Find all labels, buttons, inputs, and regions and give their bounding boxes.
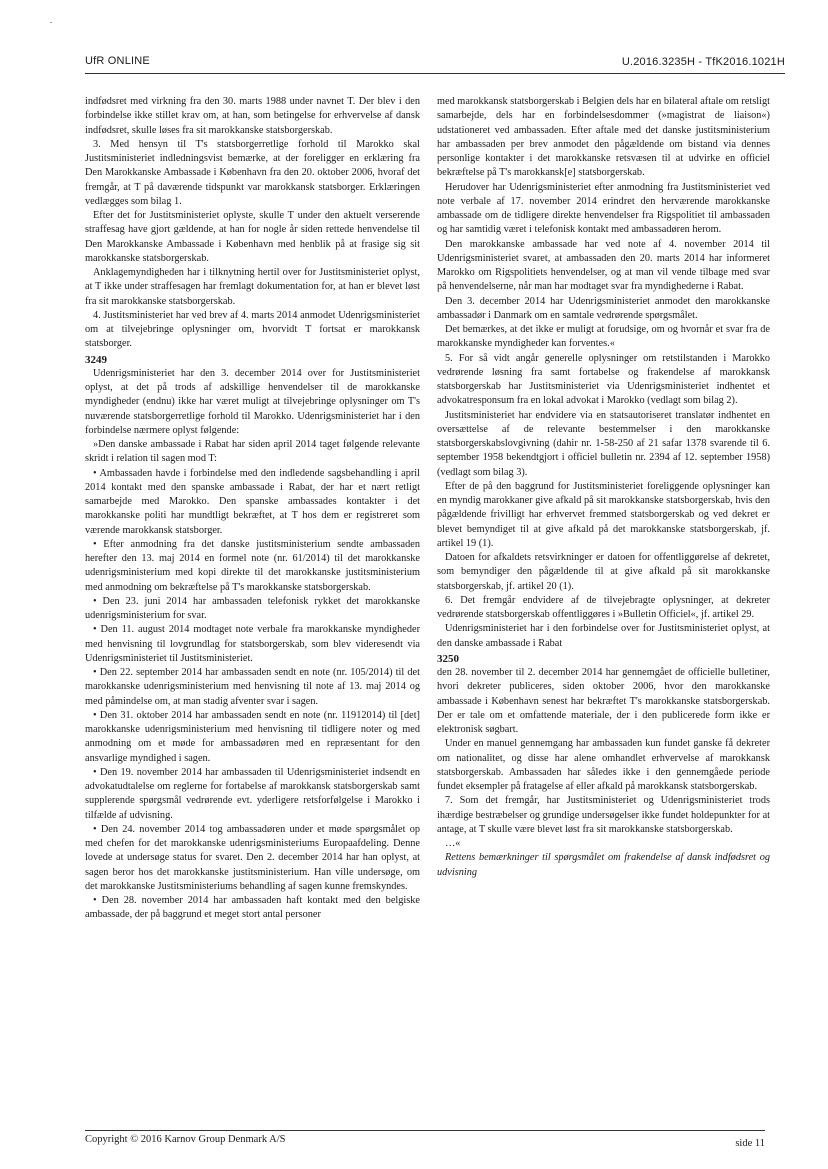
copyright-notice: Copyright © 2016 Karnov Group Denmark A/S [85,1134,286,1145]
paragraph: indfødsret med virkning fra den 30. marts 1988 under navnet T. Der blev i den forbindelse ikke stillet krav om, at han, som betingelse for erhvervelse af dansk indfødsret, skulle løses fra sit marokkanske statsborgerskab. [85,96,420,136]
paragraph: Den marokkanske ambassade har ved note af 4. november 2014 til Udenrigsministeriet svaret, at ambassaden den 20. marts 2014 har informeret Marokko om Rigspolitiets henvendelser, og at man vil vende tilbage med svar på henvendelserne, når man har modtaget svar fra myndighederne i Rabat. [437,238,770,293]
paragraph: Det bemærkes, at det ikke er muligt at forudsige, om og hvornår et svar fra de marokkanske myndigheder kan forventes.« [437,324,770,350]
brand-name: UfR ONLINE [85,55,150,67]
paragraph: • Den 28. november 2014 har ambassaden haft kontakt med den belgiske ambassade, der på baggrund et meget stort antal personer [85,895,420,921]
paragraph: Efter det for Justitsministeriet oplyste, skulle T under den aktuelt verserende straffesag have gjort gældende, at han for nogle år siden rettede henvendelse til Den Marokkanske Ambassade i København med henblik på at frasige sig sit marokkanske statsborgerskab. [85,210,420,264]
paragraph: med marokkansk statsborgerskab i Belgien dels har en bilateral aftale om retsligt samarbejde, dels har en forbindelsesdommer (»magistrat de liaison«) udstationeret ved ambassaden. Efter aftale med det danske justitsministerium har ambassaden per brev anmodet den pågældende om bistand via dennes personlige kontakter i det marokkanske retsvæsen til at udvirke en officiel bekræftelse på T's marokkansk[e] statsborgerskab. [437,96,770,179]
paragraph: den 28. november til 2. december 2014 har gennemgået de officielle bulletiner, hvori dekreter publiceres, siden oktober 2006, hvor den marokkanske ambassade i København senest har bekræftet T's marokkanske statsborgerskab. Der er tale om et omfattende materiale, der i den publicerede form ikke er elektronisk søgbart. [437,667,770,735]
paragraph: 3. Med hensyn til T's statsborgerretlige forhold til Marokko skal Justitsministeriet indledningsvist bemærke, at der foreligger en erklæring fra Den Marokkanske Ambassade i København fra den 20. oktober 2006, hvoraf det fremgår, at T på daværende tidspunkt var marokkansk statsborger. Erklæringen vedlægges som bilag 1. [85,138,420,207]
page-header [85,55,785,74]
right-column [437,95,770,880]
paragraph: Udenrigsministeriet har i den forbindelse over for Justitsministeriet oplyst, at den danske ambassade i Rabat [437,623,770,649]
paragraph: Efter de på den baggrund for Justitsministeriet foreliggende oplysninger kan en myndig marokkaner give afkald på sit marokkanske statsborgerskab, hvis den pågældende frivilligt har erhvervet fremmed statsborgerskab og ved dekret er blevet bemyndiget til at give afkald på det marokkanske statsborgerskab, jf. artikel 19 (1). [437,480,770,549]
paragraph: 5. For så vidt angår generelle oplysninger om retstilstanden i Marokko vedrørende løsning fra samt fortabelse og frakendelse af marokkansk statsborgerskab har Justitsministeriet via Udenrigsministeriet indhentet et advokatresponsum fra en lokal advokat i Marokko (vedlagt som bilag 2). [437,352,770,407]
paragraph: …« [445,838,461,849]
subheading: Rettens bemærkninger til spørgsmålet om frakendelse af dansk indfødsret og udvisning [437,852,770,878]
paragraph: Justitsministeriet har endvidere via en statsautoriseret translatør indhentet en oversættelse af de relevante bestemmelser i den marokkanske statsborgerskabslovgivning (dahir nr. 1-58-250 af 21 safar 1378 svarende til 6. september 1958 bekendtgjort i officiel bulletin nr. 2394 af 12. september 1958) (vedlagt som bilag 3). [437,409,770,478]
paragraph: 6. Det fremgår endvidere af de tilvejebragte oplysninger, at dekreter vedrørende statsborgerskab offentliggøres i »Bulletin Officiel«, jf. artikel 29. [437,594,770,620]
paragraph: »Den danske ambassade i Rabat har siden april 2014 taget følgende relevante skridt i relation til sagen mod T: [85,439,420,465]
paragraph: • Den 22. september 2014 har ambassaden sendt en note (nr. 105/2014) til det marokkanske udenrigsministerium med henvisning til note af 13. maj 2014 og med påmindelse om, at man stadig afventer svar i sagen. [85,667,420,707]
paragraph: Herudover har Udenrigsministeriet efter anmodning fra Justitsministeriet ved note verbale af 17. november 2014 erindret den herværende marokkanske ambassade om de tidligere direkte henvendelser fra Rigspolitiet til ambassaden og har samtidig været i telefonisk kontakt med ambassadøren herom. [437,181,770,236]
paragraph: 4. Justitsministeriet har ved brev af 4. marts 2014 anmodet Udenrigsministeriet om at tilvejebringe oplysninger om, hvorvidt T fortsat er marokkansk statsborger. [85,309,420,350]
paragraph: • Den 31. oktober 2014 har ambassaden sendt en note (nr. 11912014) til [det] marokkanske udenrigsministerium med henvisning til tidligere noter og med anmodning om et møde for ambassadøren med en repræsentant for den ansvarlige myndighed i sagen. [85,709,420,764]
page-number: side 11 [735,1138,765,1149]
page-footer [85,1130,765,1151]
section-marker: 3249 [85,353,107,366]
paragraph: • Den 19. november 2014 har ambassaden til Udenrigsministeriet indsendt en advokatudtalelse om reglerne for fortabelse af marokkansk statsborgerskab samt supplerende spørgsmål vedrørende evt. yderligere retsforfølgelse i Marokko i tilfælde af udvisning. [85,766,420,821]
document-reference: U.2016.3235H - TfK2016.1021H [621,56,785,68]
paragraph: Anklagemyndigheden har i tilknytning hertil over for Justitsministeriet oplyst, at T ikke under straffesagen har fremlagt dokumentation for, at han er blevet løst fra sit marokkanske statsborgerskab. [85,267,420,307]
paragraph: • Den 11. august 2014 modtaget note verbale fra marokkanske myndigheder med henvisning til lovgrundlag for statsborgerskab, som blev videresendt via Udenrigsministeriet til Justitsministeriet. [85,624,420,664]
paragraph: • Efter anmodning fra det danske justitsministerium sendte ambassaden herefter den 13. maj 2014 en formel note (nr. 61/2014) til det marokkanske udenrigsministerium med kopi direkte til det marokkanske justitsministerium med anmodning om bekræftelse på T's marokkanske statsborgerskab. [85,538,420,593]
paragraph: Under en manuel gennemgang har ambassaden kun fundet ganske få dekreter om nationalitet, og disse har alene omhandlet erhvervelse af marokkansk statsborgerskab. Ambassaden har således ikke i den gennemgåede periode fundet eksempler på fratagelse af eller afkald på marokkansk statsborgerskab. [437,738,770,792]
paragraph: • Den 24. november 2014 tog ambassadøren under et møde spørgsmålet op med chefen for det marokkanske udenrigsministeriums Europaafdeling. Denne lovede at undersøge status for svaret. Den 2. december 2014 har han oplyst, at sagen beror hos det marokkanske justitsministerium. Han ville undersøge, om det marokkanske Justitsministeriums behandling af sagen kunne fremskyndes. [85,823,420,892]
paragraph: Udenrigsministeriet har den 3. december 2014 over for Justitsministeriet oplyst, at det på trods af adskillige henvendelser til de marokkanske myndigheder (endnu) ikke har været muligt at tilvejebringe oplysninger om T's nuværende statsborgerretlige forhold til Marokko. Udenrigsministeriet har i den forbindelse nærmere oplyst følgende: [85,367,420,436]
scan-speck [50,22,52,23]
paragraph: • Den 23. juni 2014 har ambassaden telefonisk rykket det marokkanske udenrigsministerium for svar. [85,595,420,621]
section-marker: 3250 [437,652,459,665]
left-column [85,95,420,923]
paragraph: 7. Som det fremgår, har Justitsministeriet og Udenrigsministeriet trods ihærdige bestræbelser og grundige undersøgelser ikke fundet holdepunkter for at antage, at T skulle være blevet løst fra sit marokkanske statsborgerskab. [437,795,770,835]
paragraph: Datoen for afkaldets retsvirkninger er datoen for offentliggørelse af dekretet, som bemyndiger den pågældende til at give afkald på sit marokkanske statsborgerskab, jf. artikel 20 (1). [437,552,770,592]
paragraph: • Ambassaden havde i forbindelse med den indledende sagsbehandling i april 2014 kontakt med den spanske ambassade i Rabat, der har et nært retligt samarbejde med Marokko. Den spanske ambassades kontakter i det marokkanske politi har mundtligt bekræftet, at T hos dem er registreret som værende marokkansk statsborger. [85,467,420,536]
paragraph: Den 3. december 2014 har Udenrigsministeriet anmodet den marokkanske ambassadør i Danmark om en samtale vedrørende spørgsmålet. [437,295,770,321]
